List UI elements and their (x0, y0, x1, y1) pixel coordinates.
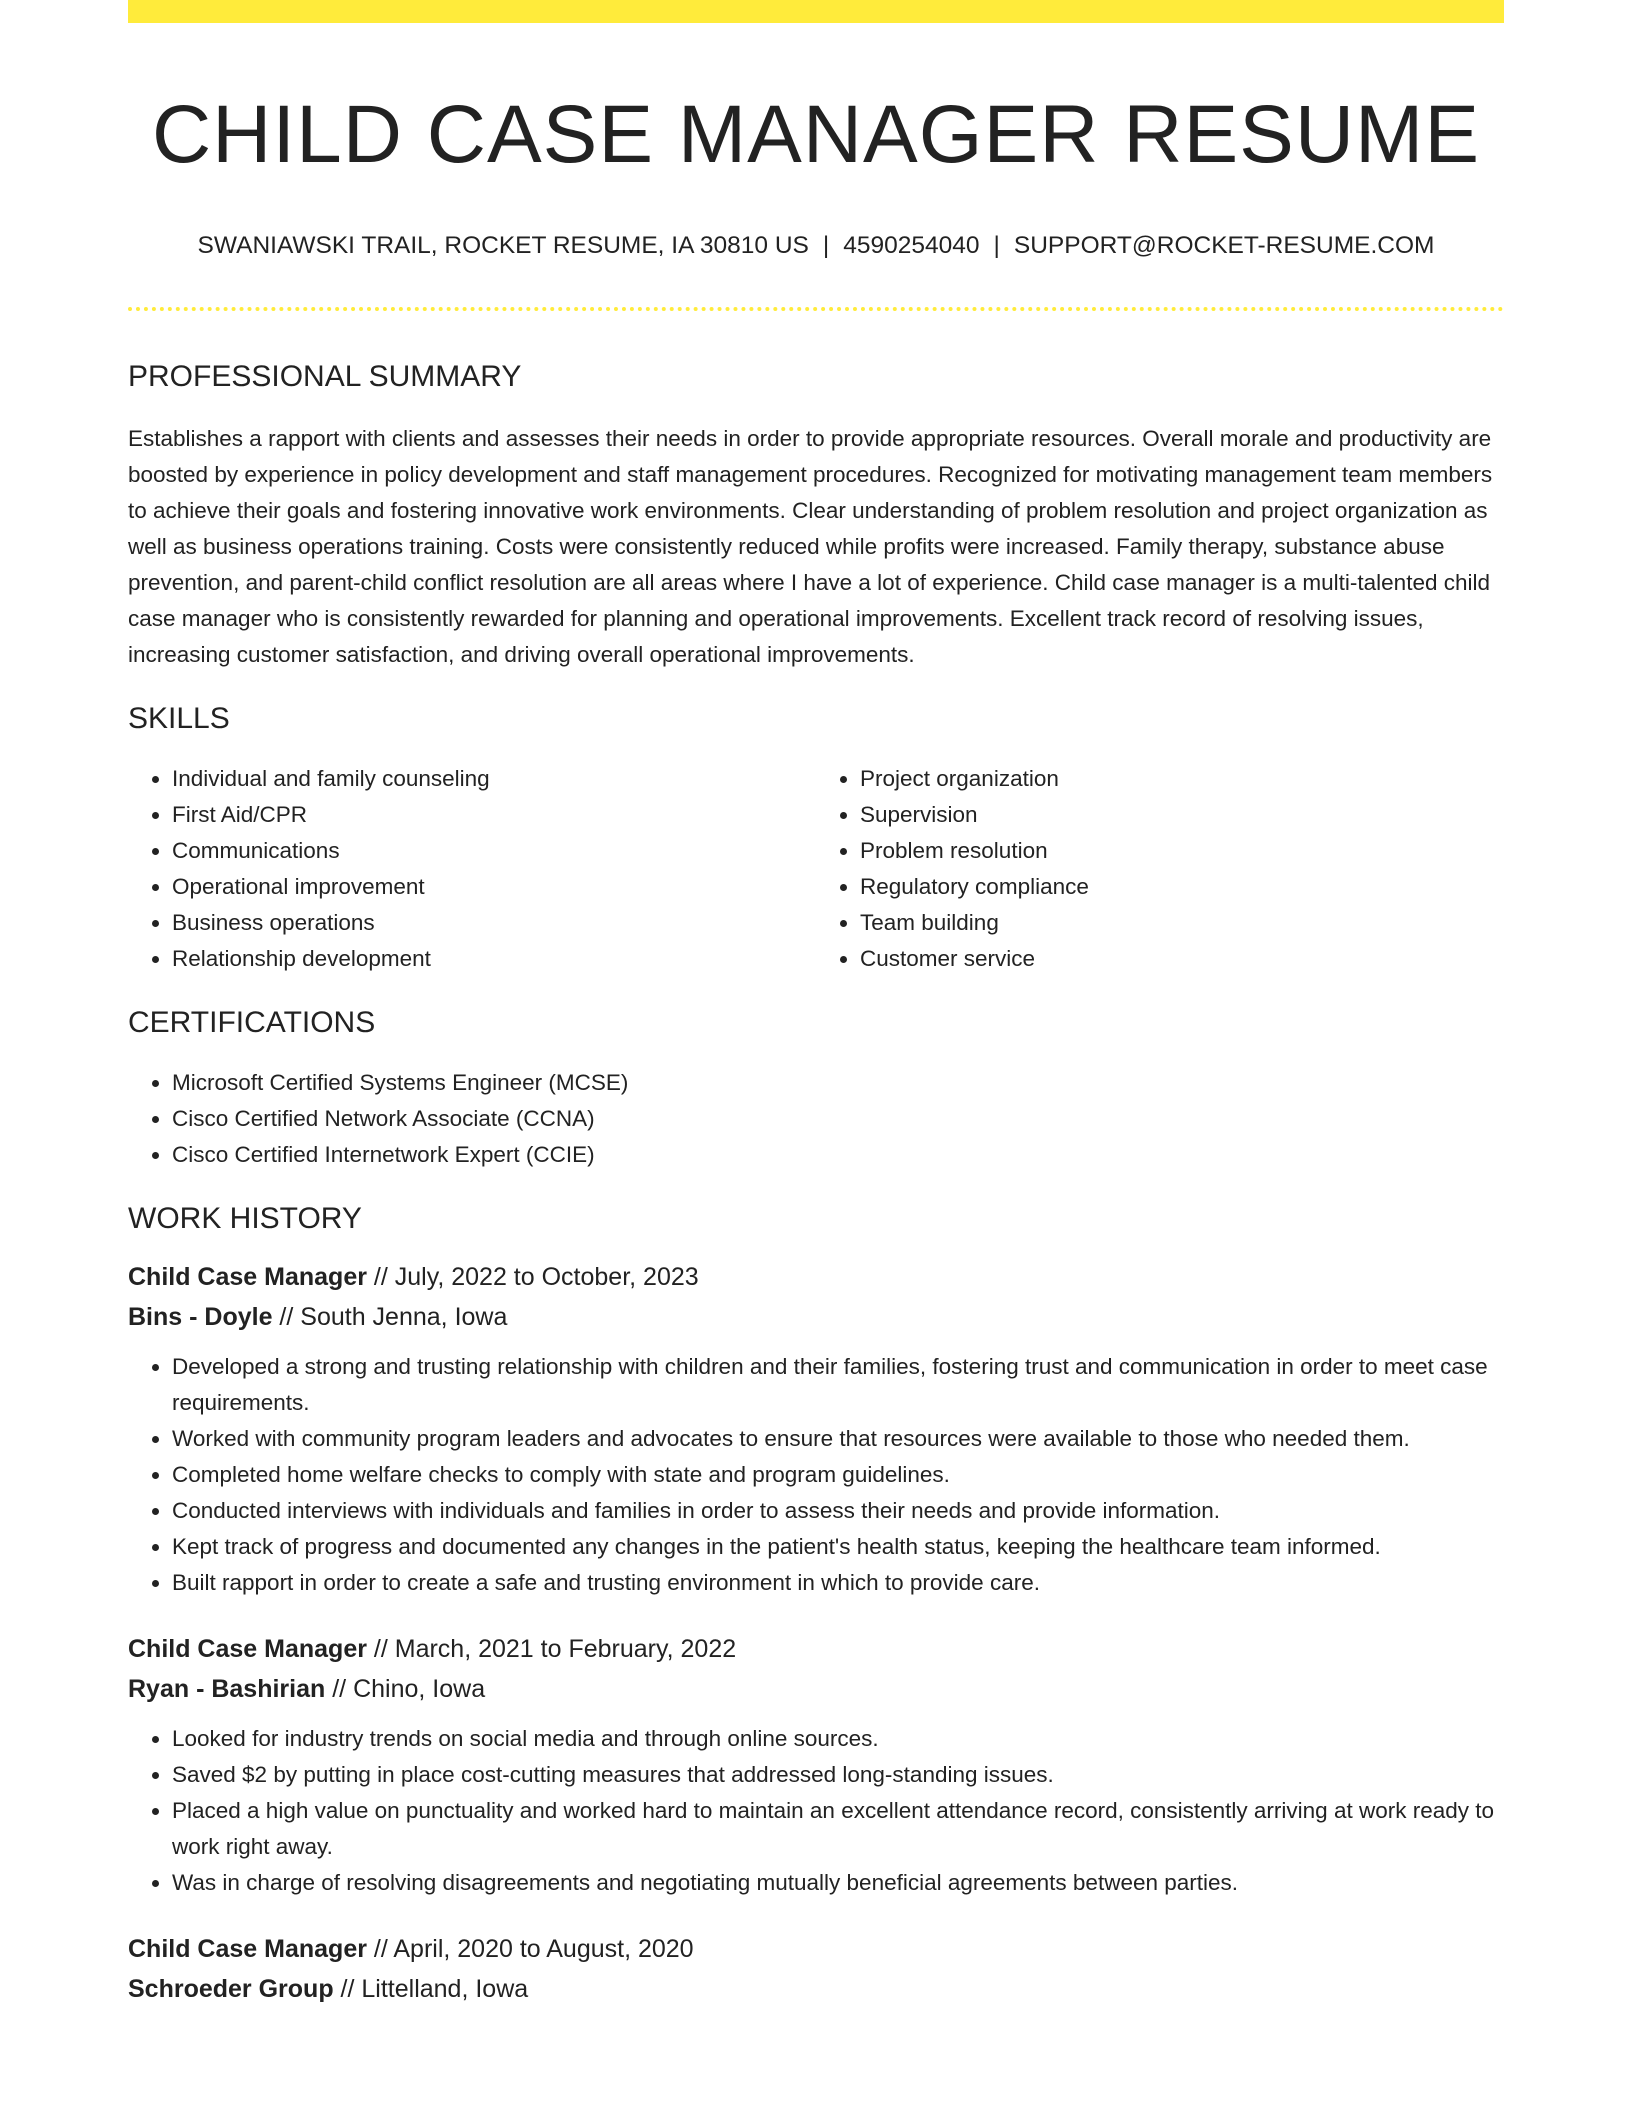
contact-separator: | (822, 232, 830, 259)
skill-item: • Problem resolution (860, 833, 1504, 869)
certification-item: • Cisco Certified Internetwork Expert (CCIE) (172, 1137, 1504, 1173)
contact-address: SWANIAWSKI TRAIL, ROCKET RESUME, IA 30810 US (197, 232, 809, 259)
contact-phone: 4590254040 (843, 232, 980, 259)
skills-list (128, 761, 1504, 977)
certifications-heading: CERTIFICATIONS (128, 1006, 376, 1039)
certifications-list (128, 1065, 1504, 1173)
job-bullets (128, 1349, 1504, 1601)
job-bullet: • Built rapport in order to create a safe and trusting environment in which to provide care. (172, 1565, 1504, 1601)
job-company-line (128, 1669, 1504, 1709)
separator: // (366, 1935, 394, 1963)
skill-item: • Operational improvement (172, 869, 816, 905)
job-title: Child Case Manager (128, 1935, 367, 1963)
job-dates: April, 2020 to August, 2020 (393, 1935, 694, 1963)
job-bullet: • Placed a high value on punctuality and worked hard to maintain an excellent attendance record, consistently arriving at work ready to work right away. (172, 1793, 1504, 1865)
job-bullet: • Saved $2 by putting in place cost-cutting measures that addressed long-standing issues. (172, 1757, 1504, 1793)
job-bullet: • Kept track of progress and documented any changes in the patient's health status, keeping the healthcare team informed. (172, 1529, 1504, 1565)
job-location: Littelland, Iowa (361, 1975, 529, 2003)
skill-item: • Customer service (860, 941, 1504, 977)
job-title: Child Case Manager (128, 1635, 367, 1663)
job-title-line (128, 1929, 1504, 1969)
resume-title: CHILD CASE MANAGER RESUME (151, 89, 1481, 180)
skill-item: • Project organization (860, 761, 1504, 797)
job-bullet: • Worked with community program leaders and advocates to ensure that resources were available to those who needed them. (172, 1421, 1504, 1457)
job-title-line (128, 1257, 1504, 1297)
separator: // (333, 1975, 362, 2003)
contact-line (128, 229, 1504, 263)
job-title: Child Case Manager (128, 1263, 367, 1291)
job-company: Bins - Doyle (128, 1303, 273, 1331)
job-dates: March, 2021 to February, 2022 (394, 1635, 737, 1663)
job-location: Chino, Iowa (353, 1675, 486, 1703)
job-company-line (128, 1297, 1504, 1337)
contact-email: SUPPORT@ROCKET-RESUME.COM (1013, 232, 1435, 259)
skill-item: • Regulatory compliance (860, 869, 1504, 905)
skill-item: • Supervision (860, 797, 1504, 833)
skill-item: • First Aid/CPR (172, 797, 816, 833)
job-company-line (128, 1969, 1504, 2009)
accent-top-bar (128, 0, 1504, 23)
job-bullet: • Completed home welfare checks to comply with state and program guidelines. (172, 1457, 1504, 1493)
skills-heading: SKILLS (128, 702, 230, 735)
certification-item: • Microsoft Certified Systems Engineer (MCSE) (172, 1065, 1504, 1101)
separator: // (272, 1303, 301, 1331)
certification-item: • Cisco Certified Network Associate (CCNA) (172, 1101, 1504, 1137)
separator: // (325, 1675, 354, 1703)
job-company: Ryan - Bashirian (128, 1675, 326, 1703)
skill-item: • Business operations (172, 905, 816, 941)
job-entry (128, 1929, 1504, 2009)
job-dates: July, 2022 to October, 2023 (394, 1263, 699, 1291)
summary-heading: PROFESSIONAL SUMMARY (128, 360, 522, 393)
separator: // (366, 1263, 395, 1291)
job-bullet: • Looked for industry trends on social media and through online sources. (172, 1721, 1504, 1757)
job-bullet: • Was in charge of resolving disagreements and negotiating mutually beneficial agreements between parties. (172, 1865, 1504, 1901)
job-bullet: • Conducted interviews with individuals and families in order to assess their needs and provide information. (172, 1493, 1504, 1529)
dotted-divider (128, 307, 1504, 311)
job-entry (128, 1257, 1504, 1601)
job-company: Schroeder Group (128, 1975, 334, 2003)
resume-page (128, 0, 1504, 2037)
job-bullet: • Developed a strong and trusting relationship with children and their families, fostering trust and communication in order to meet case requirements. (172, 1349, 1504, 1421)
skills-right-column (816, 761, 1504, 977)
job-bullets (128, 1721, 1504, 1901)
skill-item: • Relationship development (172, 941, 816, 977)
separator: // (366, 1635, 395, 1663)
skill-item: • Communications (172, 833, 816, 869)
summary-text: Establishes a rapport with clients and assesses their needs in order to provide appropriate resources. Overall morale and productivity are boosted by experience in policy development and staff management procedures. Recognized for motivating management team members to achieve their goals and fostering innovative work environments. Clear understanding of problem resolution and project organization as well as business operations training. Costs were consistently reduced while profits were increased. Family therapy, substance abuse prevention, and parent-child conflict resolution are all areas where I have a lot of experience. Child case manager is a multi-talented child case manager who is consistently rewarded for planning and operational improvements. Excellent track record of resolving issues, increasing customer satisfaction, and driving overall operational improvements. (128, 426, 1493, 667)
skills-left-column (128, 761, 816, 977)
work-history-heading: WORK HISTORY (128, 1202, 362, 1235)
job-entry (128, 1629, 1504, 1901)
skill-item: • Team building (860, 905, 1504, 941)
job-location: South Jenna, Iowa (300, 1303, 508, 1331)
contact-separator: | (993, 232, 1000, 259)
job-title-line (128, 1629, 1504, 1669)
skill-item: • Individual and family counseling (172, 761, 816, 797)
